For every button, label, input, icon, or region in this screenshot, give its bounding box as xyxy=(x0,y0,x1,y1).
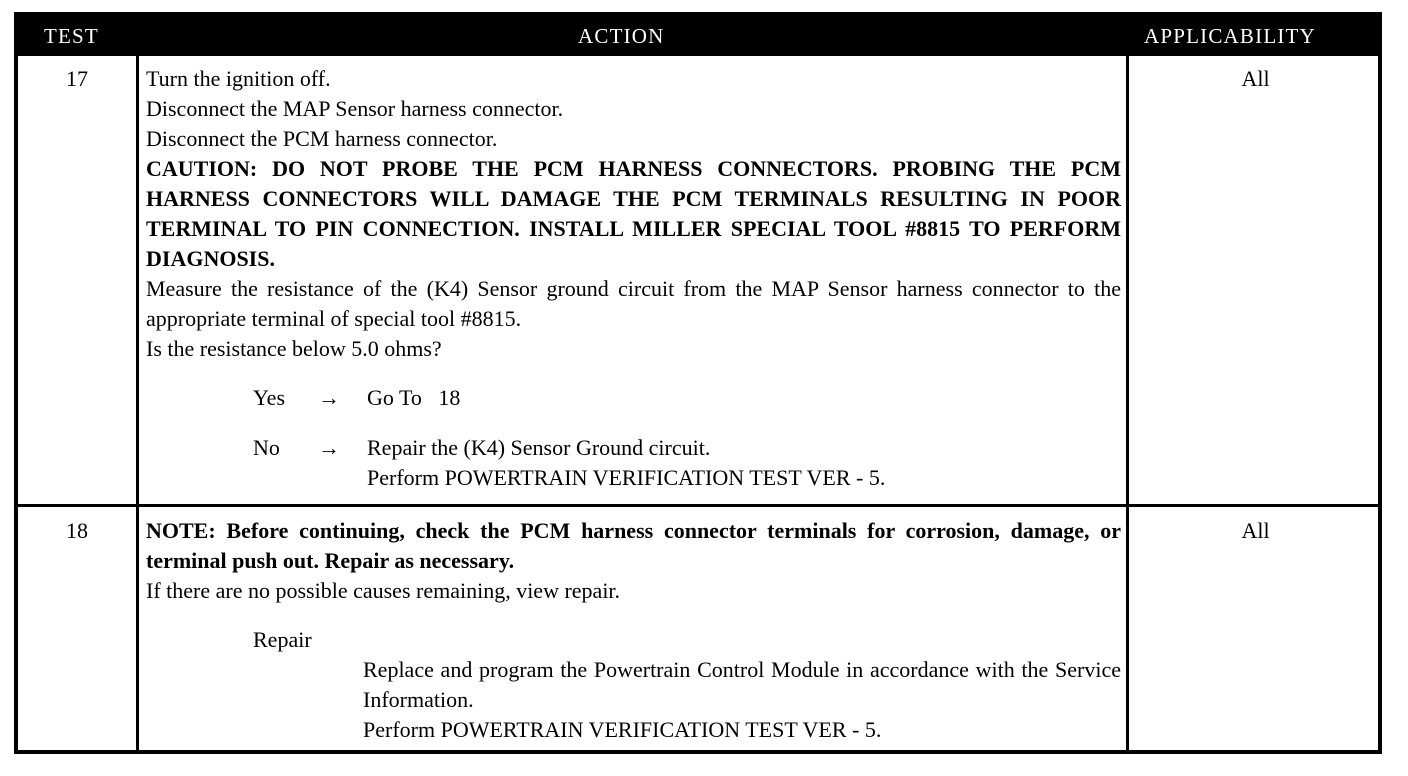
header-applicability: APPLICABILITY xyxy=(1144,24,1316,48)
question-text: Is the resistance below 5.0 ohms? xyxy=(146,336,442,361)
no-label: No xyxy=(253,435,280,460)
repair-label: Repair xyxy=(253,627,312,652)
applicability-17: All xyxy=(1241,66,1270,91)
diagnostic-table xyxy=(14,12,1382,754)
note-text: NOTE: Before continuing, check the PCM harness connector terminals for corrosion, damage, or terminal push out. Repair as necessary. xyxy=(146,518,1121,573)
yes-label: Yes xyxy=(253,385,286,410)
measure-text: Measure the resistance of the (K4) Sensor ground circuit from the MAP Sensor harness connector to the appropriate terminal of special tool #8815. xyxy=(146,276,1121,331)
step-text: Disconnect the PCM harness connector. xyxy=(146,126,498,151)
caution-text: CAUTION: DO NOT PROBE THE PCM HARNESS CONNECTORS. PROBING THE PCM HARNESS CONNECTORS WILL DAMAGE THE PCM TERMINALS RESULTING IN POOR TERMINAL TO PIN CONNECTION. INSTALL MILLER SPECIAL TOOL #8815 TO PERFORM DIAGNOSIS. xyxy=(146,156,1121,271)
arrow-right-icon: → xyxy=(318,435,340,460)
no-branch xyxy=(146,433,1121,493)
yes-result: Go To 18 xyxy=(367,385,461,410)
repair-text: Replace and program the Powertrain Control Module in accordance with the Service Information. xyxy=(363,657,1121,712)
repair-verify: Perform POWERTRAIN VERIFICATION TEST VER - 5. xyxy=(363,717,882,742)
step-text: If there are no possible causes remaining, view repair. xyxy=(146,578,621,603)
header-action: ACTION xyxy=(578,24,665,48)
test-number-18: 18 xyxy=(66,518,88,543)
header-test: TEST xyxy=(44,24,99,48)
action-cell-17 xyxy=(146,64,1121,493)
step-text: Turn the ignition off. xyxy=(146,66,331,91)
column-divider xyxy=(1126,56,1129,754)
no-result: Repair the (K4) Sensor Ground circuit. xyxy=(367,435,711,460)
applicability-18: All xyxy=(1241,518,1270,543)
no-result-verify: Perform POWERTRAIN VERIFICATION TEST VER - 5. xyxy=(367,465,886,490)
row-divider xyxy=(18,504,1378,507)
yes-branch xyxy=(146,383,1121,413)
action-cell-18 xyxy=(146,516,1121,745)
column-divider xyxy=(136,56,139,754)
arrow-right-icon: → xyxy=(318,385,340,410)
table-header xyxy=(18,16,1378,56)
test-number-17: 17 xyxy=(66,66,88,91)
step-text: Disconnect the MAP Sensor harness connector. xyxy=(146,96,564,121)
